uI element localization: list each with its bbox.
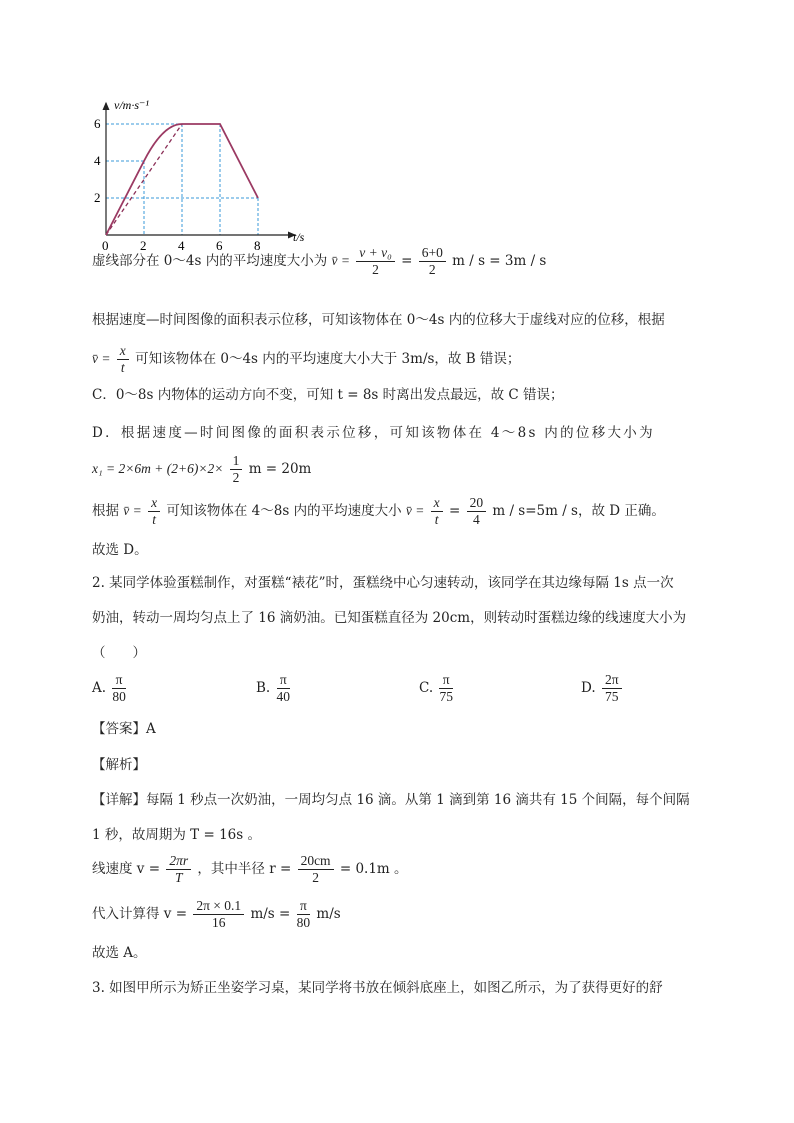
num: 6+0 [419, 245, 446, 262]
detail-line-2: 1 秒，故周期为 T = 16s 。 [92, 827, 261, 843]
formula: x₁ = 2×6m + (2+6)×2× [92, 461, 224, 476]
num: 20cm [298, 853, 334, 870]
eq: = [401, 253, 413, 269]
option-b [256, 672, 292, 705]
option-d [581, 672, 624, 705]
num: 2π × 0.1 [193, 898, 244, 915]
fraction [112, 672, 126, 705]
line-3 [92, 343, 520, 376]
fraction [298, 853, 334, 886]
den: t [152, 512, 156, 527]
answer-label: 【答案】A [92, 721, 156, 737]
fraction [439, 672, 453, 705]
num: x [148, 495, 160, 512]
y-tick-label: 2 [94, 190, 101, 205]
fraction [166, 853, 191, 886]
text: = 0.1m 。 [339, 861, 408, 877]
den: t [434, 512, 439, 527]
mean-v: v̄ = [123, 503, 142, 518]
x-tick-label: 6 [216, 238, 223, 253]
num: v + v₀ [356, 245, 395, 262]
fraction [193, 898, 244, 931]
question-2-line-3: （ ） [92, 645, 146, 661]
detail-line-3 [92, 853, 408, 886]
fraction [419, 245, 446, 278]
fraction [117, 343, 129, 376]
text: 虚线部分在 0～4s 内的平均速度大小为 [92, 253, 328, 269]
den: 2 [428, 262, 436, 277]
option-letter: D. [581, 680, 596, 696]
num: 20 [467, 495, 487, 512]
y-tick-label: 4 [94, 153, 101, 168]
text: m / s = 3m / s [452, 253, 547, 269]
option-a [92, 672, 128, 705]
x-tick-label: 0 [102, 238, 109, 253]
option-letter: B. [256, 680, 271, 696]
text: 可知该物体在 0～4s 内的平均速度大小大于 3m/s，故 B 错误； [135, 351, 521, 367]
mean-v: v̄ = [331, 253, 350, 268]
x-tick-label: 2 [140, 238, 147, 253]
line-7 [92, 495, 665, 528]
detail-line-4 [92, 898, 341, 931]
num: x [117, 343, 129, 360]
line-1 [92, 245, 546, 278]
text: 线速度 v = [92, 861, 161, 877]
text: m/s = [250, 906, 291, 922]
detail-line-1: 【详解】每隔 1 秒点一次奶油，一周均匀点 16 滴。从第 1 滴到第 16 滴共有 15 个间隔，每个间隔 [92, 792, 690, 808]
line-5: D．根据速度—时间图像的面积表示位移，可知该物体在 4～8s 内的位移大小为 [92, 425, 655, 441]
mean-v: v̄ = [405, 503, 425, 518]
line-4: C．0～8s 内物体的运动方向不变，可知 t = 8s 时离出发点最远，故 C 错误； [92, 387, 564, 403]
formula: m = 20m [248, 461, 312, 477]
velocity-time-chart [90, 95, 310, 253]
question-2-line-1: 2. 某同学体验蛋糕制作，对蛋糕“裱花”时，蛋糕绕中心匀速转动，该同学在其边缘每隔 1s 点一次 [92, 575, 674, 591]
detail-line-5: 故选 A。 [92, 945, 147, 961]
den: 40 [276, 689, 291, 704]
fraction [467, 495, 487, 528]
num: x [431, 495, 443, 512]
num: π [277, 672, 291, 689]
option-c [419, 672, 455, 705]
den: 2 [372, 262, 379, 277]
fraction [277, 672, 291, 705]
line-8: 故选 D。 [92, 542, 148, 558]
option-letter: A. [92, 680, 107, 696]
x-axis-label: t/s [293, 230, 305, 244]
num: 1 [230, 453, 243, 470]
den: T [174, 870, 183, 885]
den: t [120, 360, 125, 375]
fraction [431, 495, 443, 528]
x-tick-label: 8 [254, 238, 261, 253]
fraction [297, 898, 311, 931]
question-3-line-1: 3. 如图甲所示为矫正坐姿学习桌，某同学将书放在倾斜底座上，如图乙所示，为了获得更好的舒 [92, 980, 663, 996]
line-2: 根据速度—时间图像的面积表示位移，可知该物体在 0～4s 内的位移大于虚线对应的位移，根据 [92, 312, 665, 328]
num: π [112, 672, 126, 689]
num: 2πr [166, 853, 191, 870]
num: π [297, 898, 311, 915]
text: m/s [316, 906, 341, 922]
y-axis-label: v/m·s⁻¹ [114, 98, 149, 112]
fraction [356, 245, 395, 278]
question-2-line-2: 奶油，转动一周均匀点上了 16 滴奶油。已知蛋糕直径为 20cm，则转动时蛋糕边缘的线速度大小为 [92, 610, 687, 626]
num: π [439, 672, 453, 689]
y-tick-label: 6 [94, 116, 101, 131]
den: 75 [604, 689, 619, 704]
eq: = [448, 503, 461, 519]
den: 80 [112, 689, 126, 704]
den: 2 [232, 470, 240, 485]
mean-v: v̄ = [92, 351, 111, 366]
text: m / s=5m / s，故 D 正确。 [492, 503, 665, 519]
option-letter: C. [419, 680, 434, 696]
fraction [602, 672, 622, 705]
analysis-label: 【解析】 [92, 757, 146, 773]
text: 代入计算得 v = [92, 906, 188, 922]
den: 4 [472, 512, 480, 527]
text: 可知该物体在 4～8s 内的平均速度大小 [166, 503, 402, 519]
num: 2π [602, 672, 622, 689]
den: 2 [312, 870, 319, 885]
text: 根据 [92, 503, 119, 519]
den: 80 [296, 915, 311, 930]
den: 16 [211, 915, 226, 930]
x-tick-label: 4 [178, 238, 185, 253]
line-6 [92, 453, 311, 486]
den: 75 [439, 689, 453, 704]
fraction [148, 495, 160, 528]
text: ，其中半径 r = [197, 861, 292, 877]
fraction [230, 453, 243, 486]
